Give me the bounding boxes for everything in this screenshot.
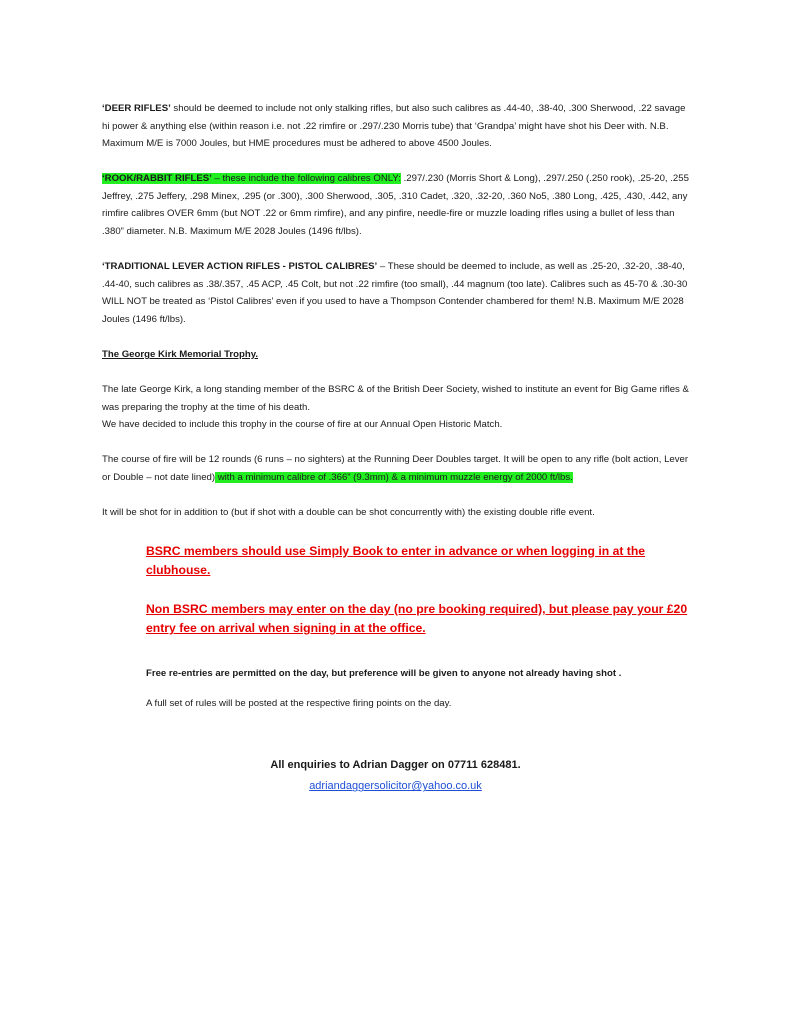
contact-email-link[interactable]: adriandaggersolicitor@yahoo.co.uk	[309, 780, 482, 793]
rook-rabbit-heading: ‘ROOK/RABBIT RIFLES’	[102, 173, 212, 185]
trophy-paragraph-1: The late George Kirk, a long standing member of the BSRC & of the British Deer Society, wished to institute an event for Big Game rifles & was preparing the trophy at the time of his death.	[102, 384, 689, 413]
lever-action-text: – These should be deemed to include, as well as .25-20, .32-20, .38-40, .44-40, such calibres as .38/.357, .45 ACP, .45 Colt, but not .22 rimfire (too small), .44 magnum (too late). Calibres such as 45-70 & .30-30 WILL NOT be treated as ‘Pistol Calibres’ even if you used to have a Thompson Contender chambered for them! N.B. Maximum M/E 2028 Joules (1496 ft/lbs).	[102, 261, 688, 325]
rook-rabbit-text: .297/.230 (Morris Short & Long), .297/.250 (.250 rook), .25-20, .255 Jeffrey, .275 Jeffery, .298 Minex, .295 (or .300), .300 Sherwood, .305, .310 Cadet, .320, .32-20, .360 No5, .380 Long, .425, .430, .442, any rimfire calibres OVER 6mm (but NOT .22 or 6mm rimfire), and any pinfire, needle-fire or muzzle loading rifles using a bullet of less than .380” diameter. N.B. Maximum M/E 2028 Joules (1496 ft/lbs).	[102, 173, 689, 238]
trophy-paragraph-2: We have decided to include this trophy in the course of fire at our Annual Open Historic Match.	[102, 419, 503, 431]
lever-action-heading: ‘TRADITIONAL LEVER ACTION RIFLES - PISTOL CALIBRES’	[102, 261, 378, 273]
trophy-title: The George Kirk Memorial Trophy.	[102, 349, 259, 361]
deer-rifles-heading: ‘DEER RIFLES’	[102, 103, 171, 114]
course-of-fire-highlight: with a minimum calibre of .366” (9.3mm) & a minimum muzzle energy of 2000 ft/lbs.	[215, 472, 573, 483]
course-of-fire-paragraph	[102, 451, 691, 486]
rules-notice: A full set of rules will be posted at the respective firing points on the day.	[146, 698, 452, 710]
course-of-fire-text: The course of fire will be 12 rounds (6 runs – no sighters) at the Running Deer Doubles target. It will be open to any rifle (bolt action, Lever or Double – not date lined)	[102, 454, 689, 483]
deer-rifles-text: should be deemed to include not only stalking rifles, but also such calibres as .44-40, .38-40, .300 Sherwood, .22 savage hi power & anything else (within reason i.e. not .22 rimfire or .297/.230 Morris tube) that ‘Grandpa’ might have shot his Deer with. N.B. Maximum M/E is 7000 Joules, but HME procedures must be adhered to above 4500 Joules.	[102, 103, 686, 150]
non-members-notice: Non BSRC members may enter on the day (no pre booking required), but please pay your £20 entry fee on arrival when signing in at the office.	[146, 601, 688, 636]
contact-line: All enquiries to Adrian Dagger on 07711 628481.	[270, 758, 521, 771]
reentries-notice: Free re-entries are permitted on the day, but preference will be given to anyone not already having shot .	[146, 667, 622, 679]
rook-rabbit-paragraph	[102, 170, 691, 240]
members-notice: BSRC members should use Simply Book to enter in advance or when logging in at the clubhouse.	[146, 543, 646, 578]
concurrent-event-paragraph: It will be shot for in addition to (but if shot with a double can be shot concurrently with) the existing double rifle event.	[102, 507, 595, 519]
lever-action-paragraph	[102, 258, 691, 328]
rook-rabbit-highlight: – these include the following calibres ONLY:	[211, 173, 401, 185]
deer-rifles-paragraph	[102, 100, 691, 153]
